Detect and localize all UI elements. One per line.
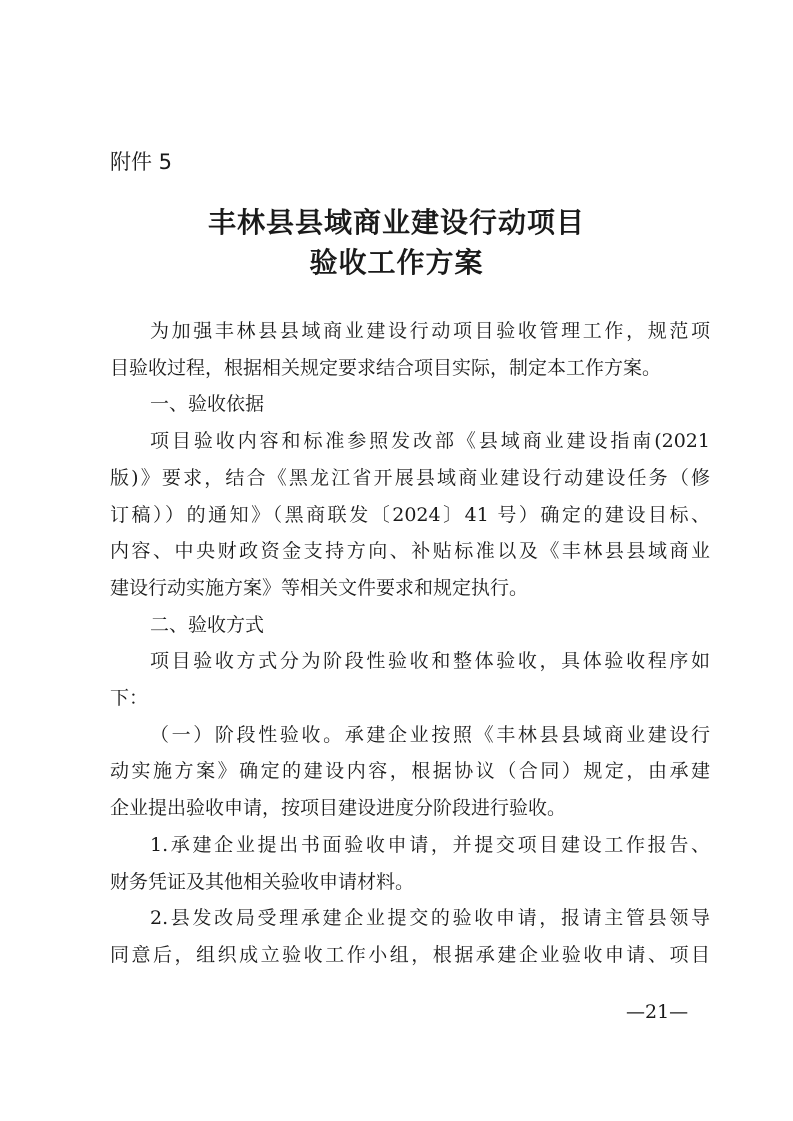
document-title-line-2: 验收工作方案 xyxy=(309,246,484,279)
paragraph-3-line-2: 动实施方案》确定的建设内容，根据协议（合同）规定，由承建 xyxy=(110,760,710,783)
paragraph-1-line-4: 内容、中央财政资金支持方向、补贴标准以及《丰林县县域商业 xyxy=(110,540,710,563)
paragraph-4-line-1: 1.承建企业提出书面验收申请，并提交项目建设工作报告、 xyxy=(150,833,710,856)
paragraph-5-line-1: 2.县发改局受理承建企业提交的验收申请，报请主管县领导 xyxy=(150,907,710,930)
paragraph-2-line-2: 下： xyxy=(110,687,149,710)
paragraph-1-line-2: 版)》要求，结合《黑龙江省开展县域商业建设行动建设任务（修 xyxy=(110,466,710,489)
section-heading-1: 一、验收依据 xyxy=(150,393,265,416)
intro-line-1: 为加强丰林县县域商业建设行动项目验收管理工作，规范项 xyxy=(150,320,710,342)
paragraph-3-line-3: 企业提出验收申请，按项目建设进度分阶段进行验收。 xyxy=(110,797,567,820)
paragraph-3-line-1: （一）阶段性验收。承建企业按照《丰林县县域商业建设行 xyxy=(150,723,710,746)
intro-line-2: 目验收过程，根据相关规定要求结合项目实际，制定本工作方案。 xyxy=(110,356,662,379)
paragraph-1-line-3: 订稿））的通知》（黑商联发〔2024〕41 号）确定的建设目标、 xyxy=(110,503,710,526)
paragraph-1-line-1: 项目验收内容和标准参照发改部《县域商业建设指南(2021 xyxy=(150,430,710,453)
document-body xyxy=(110,313,710,974)
attachment-label: 附件 5 xyxy=(110,150,173,174)
document-title-line-1: 丰林县县域商业建设行动项目 xyxy=(207,206,585,239)
section-heading-2: 二、验收方式 xyxy=(150,613,265,636)
paragraph-5-line-2: 同意后，组织成立验收工作小组，根据承建企业验收申请、项目 xyxy=(110,943,710,966)
paragraph-1-line-5: 建设行动实施方案》等相关文件要求和规定执行。 xyxy=(110,576,529,599)
page-number: —21— xyxy=(626,1001,689,1023)
paragraph-4-line-2: 财务凭证及其他相关验收申请材料。 xyxy=(110,870,415,893)
paragraph-2-line-1: 项目验收方式分为阶段性验收和整体验收，具体验收程序如 xyxy=(150,650,710,673)
